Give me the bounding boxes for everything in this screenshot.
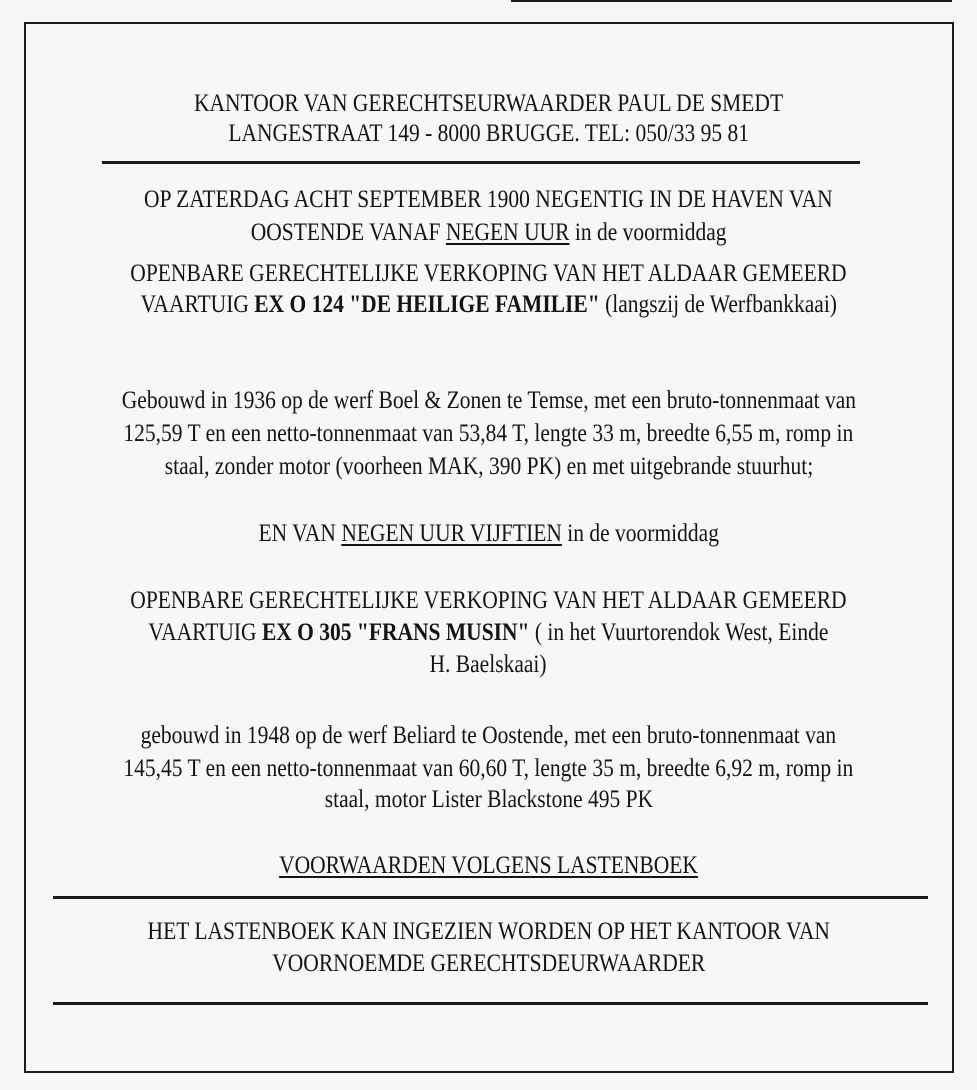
conditions-note-text: HET LASTENBOEK KAN INGEZIEN WORDEN OP HET KANTOOR VAN [147,918,830,945]
sale1-detail-line [0,419,977,449]
bailiff-office-line [0,89,977,119]
conditions-note-line [0,917,977,947]
second-time-prefix: EN VAN [258,520,342,547]
sale1-detail-line [0,386,977,416]
sale1-title-text: OPENBARE GERECHTELIJKE VERKOPING VAN HET ALDAAR GEMEERD [130,260,847,287]
sale2-vessel-name: EX O 305 "FRANS MUSIN" [262,619,530,646]
sale2-title-line1 [0,586,977,616]
header-divider [102,161,860,164]
adjacent-notice-box-edge [511,0,952,2]
sale1-vessel-name: EX O 124 "DE HEILIGE FAMILIE" [253,291,600,318]
sale2-location-continued: H. Baelskaai) [429,651,548,678]
sale1-title-line2 [0,290,977,320]
sale2-location: ( in het Vuurtorendok West, Einde [529,619,829,646]
conditions-heading: VOORWAARDEN VOLGENS LASTENBOEK [279,852,698,879]
sale2-title-text: OPENBARE GERECHTELIJKE VERKOPING VAN HET ALDAAR GEMEERD [130,587,847,614]
sale1-detail-text: 125,59 T en een netto-tonnenmaat van 53,84 T, lengte 33 m, breedte 6,55 m, romp in [123,420,854,447]
second-time-text [258,519,718,549]
footer-divider [53,1002,928,1005]
sale1-vessel-text [140,290,836,320]
sale1-title-line1 [0,259,977,289]
start-time-suffix: in de voormiddag [569,219,727,246]
second-time-underlined: NEGEN UUR VIJFTIEN [341,520,562,547]
sale1-location: (langszij de Werfbankkaai) [599,291,837,318]
conditions-divider [53,896,928,899]
date-text: OP ZATERDAG ACHT SEPTEMBER 1900 NEGENTIG IN DE HAVEN VAN [144,186,833,213]
sale2-vessel-prefix: VAARTUIG [148,619,263,646]
sale1-detail-text: staal, zonder motor (voorheen MAK, 390 PK) en met uitgebrande stuurhut; [164,453,813,480]
date-line [0,185,977,215]
start-time-line [0,218,977,248]
conditions-note-text: VOORNOEMDE GERECHTSDEURWAARDER [271,950,705,977]
sale2-detail-text: 145,45 T en een netto-tonnenmaat van 60,60 T, lengte 35 m, breedte 6,92 m, romp in [123,755,854,782]
sale2-detail-line [0,754,977,784]
sale2-detail-text: staal, motor Lister Blackstone 495 PK [324,786,653,813]
conditions-heading-line [0,851,977,881]
second-time-line [0,519,977,549]
sale2-detail-line [0,785,977,815]
sale1-detail-text: Gebouwd in 1936 op de werf Boel & Zonen te Temse, met een bruto-tonnenmaat van [121,387,856,414]
sale2-vessel-text [148,618,828,648]
bailiff-office-text: KANTOOR VAN GERECHTSEURWAARDER PAUL DE SMEDT [193,90,784,117]
address-text: LANGESTRAAT 149 - 8000 BRUGGE. TEL: 050/33 95 81 [228,120,749,147]
sale1-detail-line [0,452,977,482]
sale2-title-line2 [0,618,977,648]
sale2-detail-line [0,721,977,751]
sale2-title-line3 [0,650,977,680]
address-line [0,119,977,149]
start-time-prefix: OOSTENDE VANAF [250,219,446,246]
sale2-detail-text: gebouwd in 1948 op de werf Beliard te Oostende, met een bruto-tonnenmaat van [140,722,837,749]
start-time-underlined: NEGEN UUR [445,219,570,246]
second-time-suffix: in de voormiddag [561,520,719,547]
start-time-text [251,218,727,248]
conditions-note-line [0,949,977,979]
sale1-vessel-prefix: VAARTUIG [140,291,254,318]
